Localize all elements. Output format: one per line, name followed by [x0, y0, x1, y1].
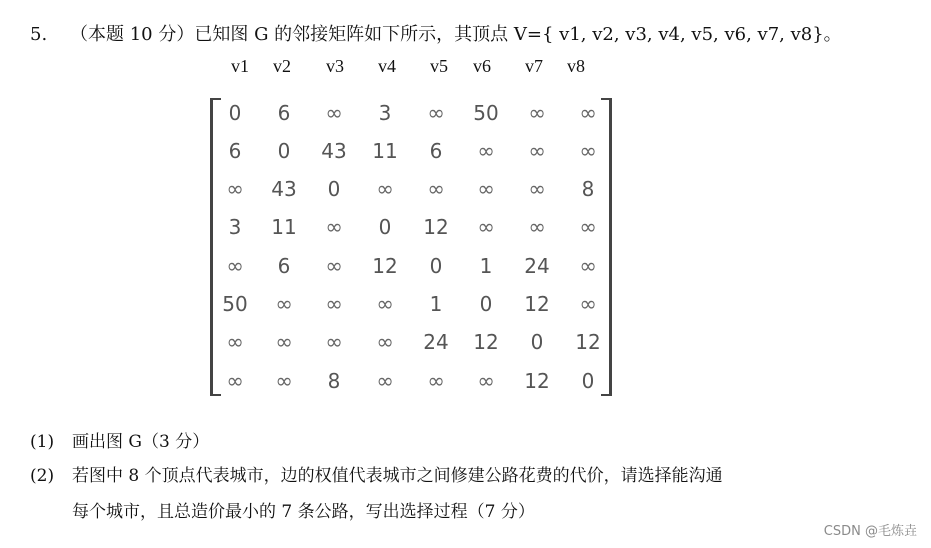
question-number: 5.: [30, 24, 48, 45]
matrix-cell: ∞: [226, 177, 244, 201]
matrix-cell: 1: [479, 254, 493, 278]
matrix-cell: 0: [378, 215, 392, 239]
matrix-cell: 3: [378, 101, 392, 125]
adjacency-matrix: [210, 98, 612, 396]
matrix-cell: ∞: [579, 292, 597, 316]
matrix-cell: 24: [423, 330, 449, 354]
matrix-cell: 12: [423, 215, 449, 239]
matrix-cell: 0: [429, 254, 443, 278]
matrix-cell: 12: [372, 254, 398, 278]
column-header-v2: v2: [273, 56, 291, 76]
matrix-cell: 1: [429, 292, 443, 316]
matrix-cell: ∞: [427, 369, 445, 393]
matrix-cell: ∞: [528, 101, 546, 125]
matrix-cell: 12: [575, 330, 601, 354]
column-header-v7: v7: [525, 56, 543, 76]
matrix-cell: 12: [524, 292, 550, 316]
column-header-v5: v5: [430, 56, 448, 76]
matrix-cell: ∞: [477, 369, 495, 393]
matrix-cell: ∞: [325, 254, 343, 278]
column-header-v3: v3: [326, 56, 344, 76]
matrix-cell: ∞: [226, 254, 244, 278]
matrix-cell: 0: [327, 177, 341, 201]
matrix-cell: ∞: [579, 139, 597, 163]
matrix-cell: ∞: [376, 369, 394, 393]
matrix-cell: ∞: [376, 177, 394, 201]
matrix-cell: 8: [327, 369, 341, 393]
matrix-cell: 6: [277, 101, 291, 125]
matrix-cell: ∞: [226, 369, 244, 393]
matrix-cell: 0: [581, 369, 595, 393]
matrix-cell: 6: [429, 139, 443, 163]
matrix-cell: ∞: [376, 292, 394, 316]
matrix-cell: 3: [228, 215, 242, 239]
matrix-cell: 24: [524, 254, 550, 278]
matrix-cell: 0: [479, 292, 493, 316]
column-header-v8: v8: [567, 56, 585, 76]
matrix-cell: 43: [321, 139, 347, 163]
subquestion-2-continuation: 每个城市，且总造价最小的 7 条公路，写出选择过程（7 分）: [72, 502, 535, 522]
matrix-cell: ∞: [427, 177, 445, 201]
matrix-cell: 6: [277, 254, 291, 278]
matrix-cell: ∞: [325, 215, 343, 239]
matrix-cell: ∞: [226, 330, 244, 354]
watermark: CSDN @毛炼垚: [823, 524, 917, 539]
matrix-cell: ∞: [325, 101, 343, 125]
matrix-cell: ∞: [528, 139, 546, 163]
matrix-cell: 11: [271, 215, 297, 239]
matrix-cell: 0: [277, 139, 291, 163]
matrix-cell: ∞: [477, 215, 495, 239]
subquestion-2: [30, 464, 723, 488]
matrix-column-headers: [0, 56, 931, 82]
matrix-cell: ∞: [528, 177, 546, 201]
matrix-cell: ∞: [427, 101, 445, 125]
matrix-cell: ∞: [528, 215, 546, 239]
column-header-v4: v4: [378, 56, 396, 76]
matrix-cell: ∞: [477, 139, 495, 163]
subquestion-text: 画出图 G（3 分）: [72, 432, 210, 452]
matrix-left-bracket: [210, 98, 221, 396]
matrix-cell: 12: [473, 330, 499, 354]
matrix-cell: ∞: [579, 254, 597, 278]
subquestion-number: (2): [30, 466, 55, 486]
matrix-cell: ∞: [325, 330, 343, 354]
matrix-cell: ∞: [579, 101, 597, 125]
matrix-cell: 11: [372, 139, 398, 163]
matrix-cell: 6: [228, 139, 242, 163]
matrix-right-bracket: [601, 98, 612, 396]
matrix-cell: ∞: [325, 292, 343, 316]
matrix-cell: ∞: [275, 330, 293, 354]
matrix-cell: 50: [222, 292, 248, 316]
matrix-cell: ∞: [376, 330, 394, 354]
subquestion-number: (1): [30, 432, 55, 452]
matrix-cell: ∞: [477, 177, 495, 201]
matrix-cell: 8: [581, 177, 595, 201]
matrix-cell: 50: [473, 101, 499, 125]
question-stem: [30, 22, 842, 48]
question-text: （本题 10 分）已知图 G 的邻接矩阵如下所示，其顶点 V={ v1, v2, v3, v4, v5, v6, v7, v8}。: [70, 24, 842, 45]
matrix-cell: ∞: [579, 215, 597, 239]
matrix-cell: 0: [228, 101, 242, 125]
matrix-cell: ∞: [275, 292, 293, 316]
matrix-cell: 43: [271, 177, 297, 201]
column-header-v6: v6: [473, 56, 491, 76]
matrix-cell: ∞: [275, 369, 293, 393]
subquestion-text: 若图中 8 个顶点代表城市，边的权值代表城市之间修建公路花费的代价，请选择能沟通: [72, 466, 723, 486]
column-header-v1: v1: [231, 56, 249, 76]
matrix-cell: 0: [530, 330, 544, 354]
subquestion-1: [30, 430, 209, 454]
matrix-cell: 12: [524, 369, 550, 393]
